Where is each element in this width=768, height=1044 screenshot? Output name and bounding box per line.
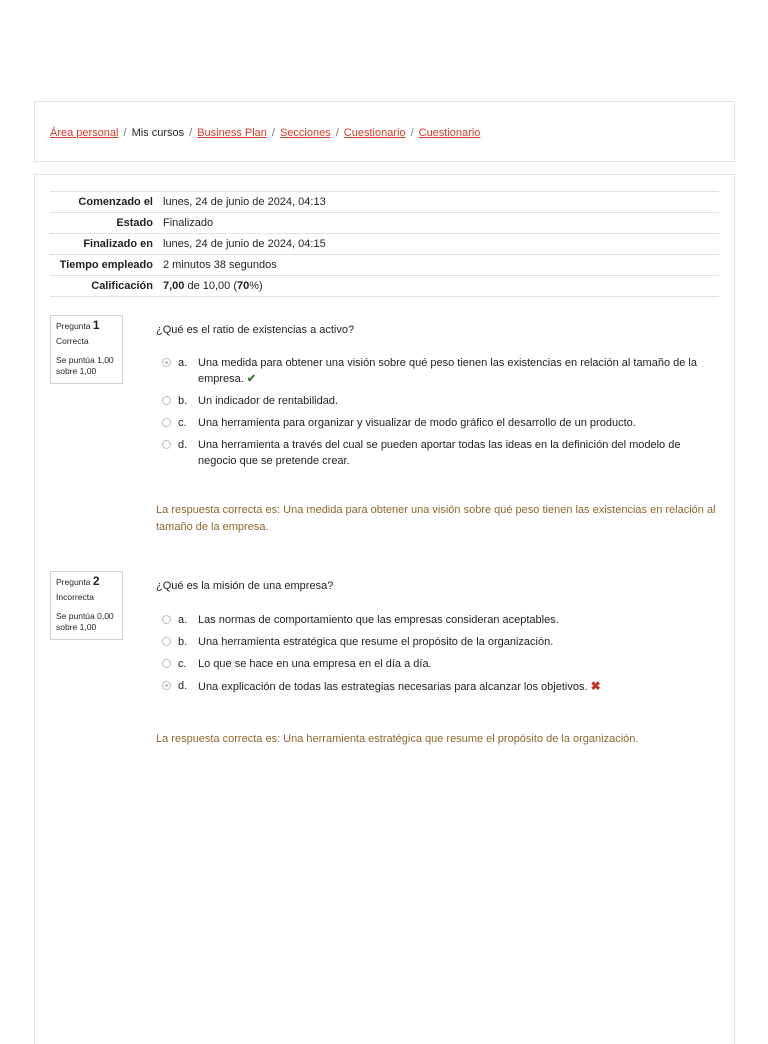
question-prefix: Pregunta	[56, 321, 91, 331]
breadcrumb-container	[34, 101, 735, 162]
question-number: 2	[92, 574, 100, 588]
answer-text: Una herramienta para organizar y visualizar de modo gráfico el desarrollo de un producto.	[198, 417, 636, 429]
radio-selected[interactable]	[162, 681, 171, 690]
question-1-feedback: La respuesta correcta es: Una medida para obtener una visión sobre qué peso tienen las existencias en relación al tamaño de la empresa.	[156, 504, 716, 533]
breadcrumb	[50, 127, 480, 139]
question-state: Correcta	[56, 336, 89, 346]
breadcrumb-mis-cursos: Mis cursos	[131, 127, 185, 139]
grade-mid: de 10,00 (	[184, 280, 238, 292]
attempt-summary-table	[50, 191, 719, 297]
answer-text: Una herramienta a través del cual se pueden aportar todas las ideas en la definición del modelo de negocio que se pretende crear.	[198, 439, 681, 467]
summary-label: Comenzado el	[78, 196, 153, 208]
breadcrumb-cuestionario-quiz[interactable]: Cuestionario	[418, 127, 481, 139]
question-grade: Se puntúa 0,00 sobre 1,00	[56, 611, 114, 632]
answer-letter: a.	[178, 614, 188, 626]
answer-letter: c.	[178, 417, 187, 429]
radio-selected[interactable]	[162, 358, 171, 367]
answer-option[interactable]	[156, 612, 716, 628]
summary-row-time-taken	[50, 255, 719, 276]
question-grade: Se puntúa 1,00 sobre 1,00	[56, 355, 114, 376]
answer-option[interactable]	[156, 634, 716, 650]
answer-text: Una medida para obtener una visión sobre qué peso tienen las existencias en relación al tamaño de la empresa.	[198, 357, 697, 385]
grade-score: 7,00	[163, 280, 185, 292]
question-1-answers	[156, 355, 716, 475]
check-icon: ✔	[246, 373, 257, 385]
summary-value: 2 minutos 38 segundos	[163, 259, 277, 271]
question-number: 1	[92, 318, 100, 332]
summary-value: lunes, 24 de junio de 2024, 04:15	[163, 238, 326, 250]
breadcrumb-area-personal[interactable]: Área personal	[50, 127, 119, 139]
radio[interactable]	[162, 440, 171, 449]
radio[interactable]	[162, 396, 171, 405]
quiz-review-container	[34, 174, 735, 1044]
breadcrumb-separator: /	[123, 127, 127, 139]
question-1-info	[50, 315, 123, 384]
answer-letter: a.	[178, 357, 188, 369]
answer-option[interactable]	[156, 415, 716, 431]
breadcrumb-separator: /	[410, 127, 414, 139]
answer-option[interactable]	[156, 656, 716, 672]
breadcrumb-separator: /	[189, 127, 193, 139]
summary-row-state	[50, 213, 719, 234]
answer-letter: b.	[178, 395, 188, 407]
summary-value: Finalizado	[163, 217, 214, 229]
answer-option[interactable]	[156, 437, 716, 469]
answer-letter: d.	[178, 680, 188, 692]
answer-text: Un indicador de rentabilidad.	[198, 395, 339, 407]
summary-label: Calificación	[91, 280, 153, 292]
answer-letter: c.	[178, 658, 187, 670]
question-2-text: ¿Qué es la misión de una empresa?	[156, 580, 334, 592]
cross-icon: ✖	[590, 679, 601, 693]
question-prefix: Pregunta	[56, 577, 91, 587]
summary-grade-value	[157, 276, 719, 297]
summary-label: Estado	[116, 217, 153, 229]
answer-text: Lo que se hace en una empresa en el día a día.	[198, 658, 432, 670]
summary-row-grade	[50, 276, 719, 297]
summary-row-started	[50, 192, 719, 213]
grade-percent: 70	[237, 280, 250, 292]
answer-option[interactable]	[156, 355, 716, 387]
summary-label: Tiempo empleado	[59, 259, 153, 271]
answer-letter: b.	[178, 636, 188, 648]
breadcrumb-secciones[interactable]: Secciones	[279, 127, 331, 139]
grade-end: %)	[249, 280, 263, 292]
radio[interactable]	[162, 418, 171, 427]
question-1-text: ¿Qué es el ratio de existencias a activo?	[156, 324, 355, 336]
radio[interactable]	[162, 659, 171, 668]
question-2-feedback: La respuesta correcta es: Una herramienta estratégica que resume el propósito de la organización.	[156, 733, 639, 745]
answer-option[interactable]	[156, 393, 716, 409]
breadcrumb-business-plan[interactable]: Business Plan	[197, 127, 267, 139]
question-state: Incorrecta	[56, 592, 94, 602]
breadcrumb-separator: /	[271, 127, 275, 139]
summary-row-finished	[50, 234, 719, 255]
breadcrumb-separator: /	[335, 127, 339, 139]
summary-label: Finalizado en	[83, 238, 153, 250]
answer-text: Una explicación de todas las estrategias necesarias para alcanzar los objetivos.	[198, 681, 588, 693]
answer-letter: d.	[178, 439, 188, 451]
question-2-info	[50, 571, 123, 640]
answer-text: Una herramienta estratégica que resume el propósito de la organización.	[198, 636, 554, 648]
answer-option[interactable]	[156, 678, 716, 695]
answer-text: Las normas de comportamiento que las empresas consideran aceptables.	[198, 614, 559, 626]
breadcrumb-cuestionario-section[interactable]: Cuestionario	[343, 127, 406, 139]
summary-value: lunes, 24 de junio de 2024, 04:13	[163, 196, 326, 208]
question-2-answers	[156, 612, 716, 701]
radio[interactable]	[162, 615, 171, 624]
radio[interactable]	[162, 637, 171, 646]
